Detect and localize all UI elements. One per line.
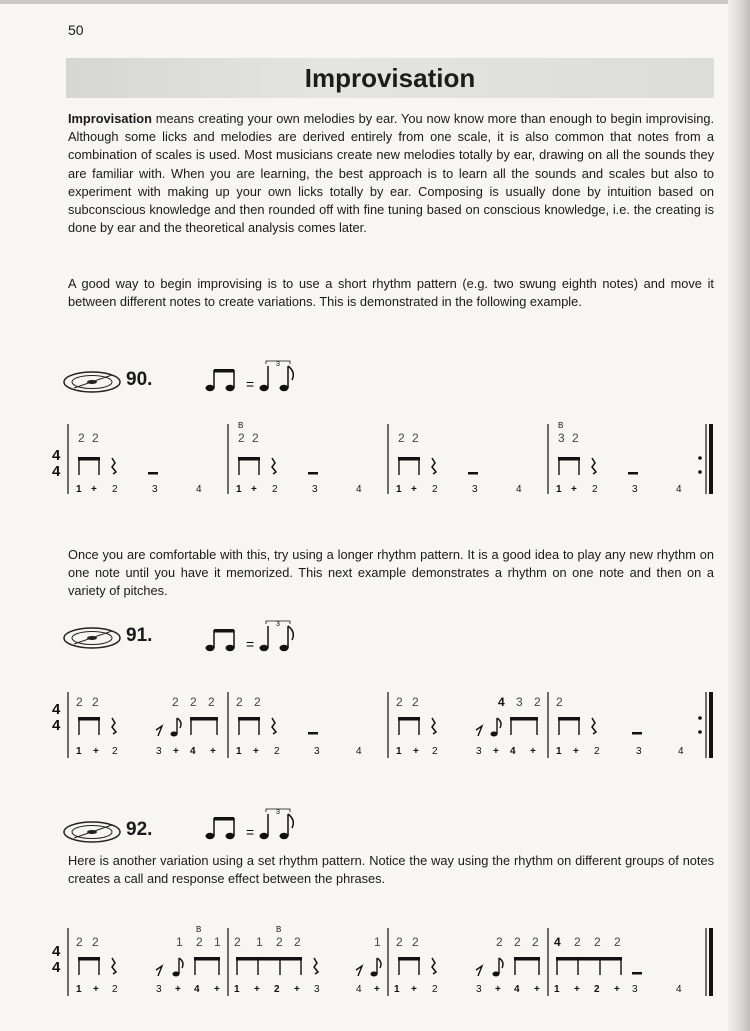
svg-text:+: + [614,984,620,995]
triplet-mark: 3 [276,621,280,628]
svg-text:+: + [413,746,419,757]
svg-text:2: 2 [196,935,203,949]
triplet-mark: 3 [276,361,280,368]
tab-hole: 2 [252,431,259,445]
svg-text:2: 2 [76,935,83,949]
example-number: 92. [126,819,153,840]
bar-rhythm [78,457,158,475]
svg-text:+: + [495,984,501,995]
svg-text:3: 3 [152,484,158,495]
bend-mark: B [238,421,244,430]
bend-row [196,925,281,934]
svg-text:2: 2 [92,935,99,949]
svg-text:+: + [251,484,257,495]
intro-paragraph [68,110,714,237]
svg-text:2: 2 [396,695,403,709]
longer-pattern-paragraph: Once you are comfortable with this, try using a longer rhythm pattern. It is a good idea to play any new rhythm on one note until you have it memorized. This next example demonstrates a rhythm on one note and then on a variety of pitches. [68,547,714,599]
cd-icon [62,622,122,654]
svg-text:+: + [175,984,181,995]
example-91-header [62,622,322,658]
svg-text:1: 1 [554,984,560,995]
tab-hole: 2 [78,431,85,445]
cd-icon [62,366,122,398]
svg-text:2: 2 [594,984,600,995]
count-row [76,484,682,495]
time-signature-top: 4 [52,447,61,464]
svg-text:+: + [411,484,417,495]
example-92-header [62,809,322,852]
svg-text:+: + [214,984,220,995]
svg-text:+: + [411,984,417,995]
svg-text:B: B [196,925,202,934]
equals-sign: = [246,376,255,392]
tab-staff-90 [0,420,730,502]
svg-text:+: + [374,984,380,995]
svg-text:1: 1 [214,935,221,949]
svg-text:4: 4 [498,695,505,709]
example-number: 90. [126,369,153,390]
tab-hole: 2 [92,431,99,445]
svg-text:2: 2 [274,984,280,995]
svg-text:1: 1 [396,484,402,495]
time-signature-bottom: 4 [52,463,61,480]
svg-text:+: + [493,746,499,757]
bend-mark: B [558,421,564,430]
svg-text:2: 2 [614,935,621,949]
svg-text:2: 2 [276,935,283,949]
time-signature-top: 4 [52,701,61,718]
svg-text:B: B [276,925,282,934]
svg-text:4: 4 [514,984,520,995]
svg-text:2: 2 [190,695,197,709]
svg-text:2: 2 [294,935,301,949]
svg-text:+: + [530,746,536,757]
svg-text:2: 2 [514,935,521,949]
svg-text:3: 3 [472,484,478,495]
svg-text:4: 4 [676,984,682,995]
svg-text:2: 2 [172,695,179,709]
svg-text:3: 3 [632,484,638,495]
svg-text:1: 1 [76,746,82,757]
rhythm-intro-paragraph: A good way to begin improvising is to use a short rhythm pattern (e.g. two swung eighth notes) and move it between different notes to create variations. This is demonstrated in the following example. [68,276,714,310]
svg-text:2: 2 [594,746,600,757]
svg-text:1: 1 [76,984,82,995]
cd-icon [62,816,122,848]
svg-text:1: 1 [236,484,242,495]
svg-text:2: 2 [432,746,438,757]
svg-text:2: 2 [112,746,118,757]
svg-text:+: + [173,746,179,757]
svg-text:2: 2 [496,935,503,949]
tab-hole: 2 [412,431,419,445]
equals-sign: = [246,824,255,840]
intro-text: means creating your own melodies by ear. You now know more than enough to begin improvising. Although some licks and melodies are derived entirely from one scale, it is also common that notes from a combination of scales is used. Most musicians create new melodies totally by ear, drawing on all the sounds they are familiar with. When you are learning, the best approach is to learn all the sounds and scales but also to experiment with making up your own licks totally by ear. Composing is usually done by intuition based on subconscious knowledge and then rounded off with fine tuning based on conscious knowledge, i.e. the creating is done by ear and the theoretical analysis comes later. [68,111,714,236]
tab-staff-92 [0,922,730,1000]
svg-text:4: 4 [510,746,516,757]
svg-text:2: 2 [556,695,563,709]
svg-text:2: 2 [532,935,539,949]
svg-text:1: 1 [234,984,240,995]
svg-text:3: 3 [156,984,162,995]
svg-text:4: 4 [516,484,522,495]
swing-rhythm-notation [202,808,302,844]
page-top-edge [0,0,750,4]
page-binding-shadow [728,0,750,1031]
svg-text:1: 1 [76,484,82,495]
svg-text:4: 4 [194,984,200,995]
title-banner [66,58,714,98]
tab-row [76,935,621,949]
count-row [76,746,684,757]
svg-text:4: 4 [190,746,196,757]
page-title: Improvisation [304,63,476,93]
svg-text:2: 2 [92,695,99,709]
svg-text:2: 2 [432,984,438,995]
svg-text:3: 3 [516,695,523,709]
triplet-mark: 3 [276,809,280,816]
swing-rhythm-notation [202,620,302,656]
svg-text:2: 2 [112,484,118,495]
svg-text:4: 4 [356,746,362,757]
svg-text:4: 4 [554,935,561,949]
time-signature-bottom: 4 [52,959,61,976]
svg-text:1: 1 [176,935,183,949]
svg-text:+: + [93,746,99,757]
svg-text:+: + [210,746,216,757]
svg-text:2: 2 [274,746,280,757]
svg-text:1: 1 [374,935,381,949]
svg-text:+: + [571,484,577,495]
svg-text:1: 1 [556,484,562,495]
svg-text:2: 2 [594,935,601,949]
svg-text:3: 3 [476,984,482,995]
svg-text:2: 2 [412,695,419,709]
swing-rhythm-notation [202,360,302,396]
svg-text:2: 2 [254,695,261,709]
svg-text:2: 2 [208,695,215,709]
svg-text:4: 4 [676,484,682,495]
svg-text:4: 4 [196,484,202,495]
intro-bold-term: Improvisation [68,111,152,126]
svg-text:2: 2 [432,484,438,495]
svg-text:2: 2 [112,984,118,995]
svg-text:+: + [294,984,300,995]
count-row [76,984,682,995]
svg-text:+: + [534,984,540,995]
svg-text:1: 1 [556,746,562,757]
tab-hole: 2 [398,431,405,445]
svg-text:3: 3 [632,984,638,995]
svg-text:3: 3 [636,746,642,757]
svg-text:2: 2 [236,695,243,709]
svg-text:3: 3 [314,984,320,995]
svg-text:2: 2 [272,484,278,495]
tab-hole: 2 [238,431,245,445]
svg-text:2: 2 [534,695,541,709]
time-signature-bottom: 4 [52,717,61,734]
tab-staff-91 [0,690,730,770]
svg-text:2: 2 [396,935,403,949]
svg-text:2: 2 [234,935,241,949]
svg-text:4: 4 [356,984,362,995]
tab-hole: 2 [572,431,579,445]
svg-text:+: + [254,984,260,995]
svg-text:4: 4 [356,484,362,495]
svg-text:3: 3 [314,746,320,757]
svg-text:1: 1 [394,984,400,995]
example-number: 91. [126,625,153,646]
svg-text:+: + [93,984,99,995]
svg-text:2: 2 [574,935,581,949]
svg-text:2: 2 [76,695,83,709]
svg-text:4: 4 [678,746,684,757]
svg-text:+: + [573,746,579,757]
svg-text:1: 1 [396,746,402,757]
svg-text:1: 1 [236,746,242,757]
call-response-paragraph: Here is another variation using a set rhythm pattern. Notice the way using the rhythm on different groups of notes creates a call and response effect between the phrases. [68,853,714,887]
svg-text:2: 2 [412,935,419,949]
svg-text:+: + [91,484,97,495]
svg-text:1: 1 [256,935,263,949]
svg-text:+: + [253,746,259,757]
svg-text:3: 3 [156,746,162,757]
time-signature-top: 4 [52,943,61,960]
svg-text:2: 2 [592,484,598,495]
page-number: 50 [68,22,84,38]
example-90-header [62,361,322,402]
tab-hole: 3 [558,431,565,445]
svg-text:3: 3 [312,484,318,495]
svg-text:+: + [574,984,580,995]
equals-sign: = [246,636,255,652]
svg-text:3: 3 [476,746,482,757]
tab-row [76,695,563,709]
